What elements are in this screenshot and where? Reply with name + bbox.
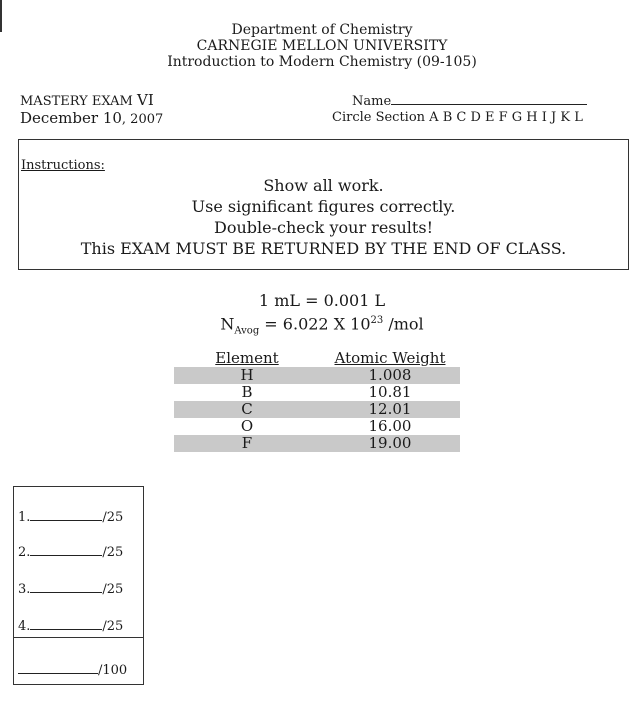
constants [0,291,644,342]
table-row [174,384,460,401]
exam-date: December 10 [20,109,122,127]
element-cell: B [241,383,253,401]
exam-id [20,92,163,128]
instructions-text [19,175,628,259]
exam-number: VI [137,91,154,109]
course-title: Introduction to Modern Chemistry (09-105) [167,54,477,70]
header [0,22,644,70]
university-title: CARNEGIE MELLON UNIVERSITY [196,38,448,54]
name-field[interactable] [391,92,587,105]
total-score-field[interactable] [18,662,98,674]
element-cell: H [174,367,320,384]
score-field[interactable] [30,509,102,521]
score-field[interactable] [30,581,102,593]
element-cell: F [174,435,320,452]
instructions-box [18,139,629,270]
weight-cell: 12.01 [320,401,460,418]
score-field[interactable] [30,544,102,556]
exam-year: , 2007 [121,112,164,127]
department-title: Department of Chemistry [231,22,413,38]
exam-title: MASTERY EXAM [20,94,133,109]
weight-cell: 10.81 [368,383,412,401]
score-box [13,486,144,685]
weight-cell: 1.008 [320,367,460,384]
volume-conversion: 1 mL = 0.001 L [258,291,386,310]
student-info [332,92,587,126]
score-row: 3. /25 [18,582,124,597]
total-divider [14,637,143,638]
table-header-row [174,350,460,367]
table-row [174,367,460,384]
total-score-row: /100 [18,662,127,678]
element-cell: O [240,417,254,435]
element-cell: C [174,401,320,418]
section-label: Circle Section A B C D E F G H I J K L [332,110,583,125]
name-label: Name [352,94,392,109]
instruction-line: This EXAM MUST BE RETURNED BY THE END OF CLASS. [80,239,567,258]
element-header: Element [215,349,279,367]
avogadro-constant: $N_{Avog} = 6.022$ X $10^{23}$ /mol [220,314,424,337]
weight-cell: 19.00 [320,435,460,452]
instruction-line: Show all work. [263,176,384,195]
table-row [174,435,460,452]
score-row: 4. /25 [18,619,124,634]
table-row [174,418,460,435]
table-row [174,401,460,418]
instruction-line: Use significant figures correctly. [191,197,456,216]
atomic-weights-table [174,350,460,452]
weight-cell: 16.00 [368,417,412,435]
instructions-label: Instructions: [21,158,105,173]
score-field[interactable] [30,618,102,630]
score-row: 1. /25 [18,510,124,525]
atomic-weight-header: Atomic Weight [334,349,446,367]
instruction-line: Double-check your results! [213,218,433,237]
score-row: 2. /25 [18,545,124,560]
